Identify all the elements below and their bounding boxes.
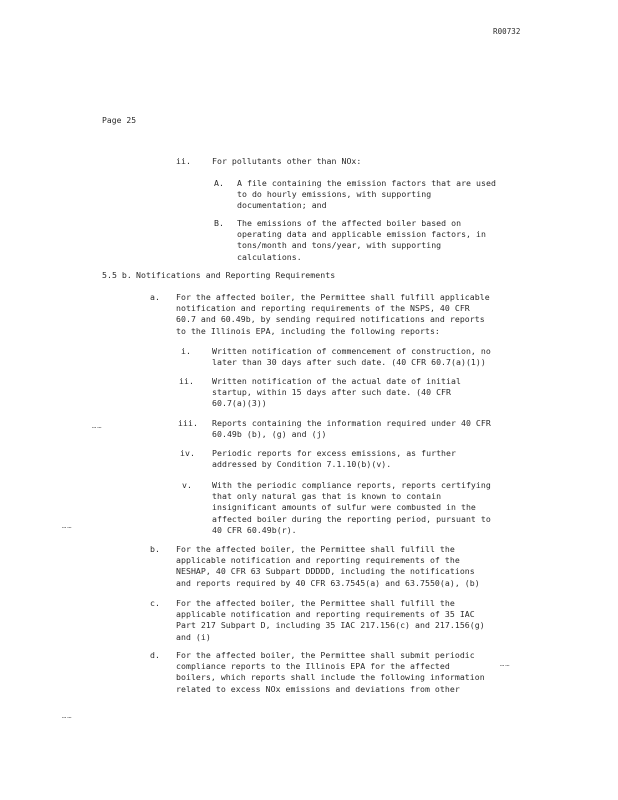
item-text-s52 <box>136 270 335 281</box>
item-text-b <box>176 544 480 589</box>
text-line: For the affected boiler, the Permittee shall submit periodic <box>176 650 475 660</box>
item-number-d: d. <box>150 650 160 660</box>
text-line: compliance reports to the Illinois EPA for the affected <box>176 661 450 672</box>
margin-mark: …… <box>92 422 103 430</box>
item-number-iiB: B. <box>214 218 224 228</box>
text-line: Written notification of the actual date of initial <box>212 376 461 386</box>
text-line: 60.7(a)(3)) <box>212 398 267 409</box>
item-number-aii: ii. <box>179 376 194 386</box>
item-number-iiA: A. <box>214 178 224 188</box>
text-line: For the affected boiler, the Permittee shall fulfill applicable <box>176 292 490 302</box>
text-line: to the Illinois EPA, including the following reports: <box>176 325 440 336</box>
text-line: applicable notification and reporting requirements of the <box>176 555 460 566</box>
item-text-d <box>176 650 485 695</box>
text-line: boilers, which reports shall include the following information <box>176 672 485 683</box>
text-line: later than 30 days after such date. (40 CFR 60.7(a)(1)) <box>212 357 486 368</box>
text-line: applicable notification and reporting requirements of 35 IAC <box>176 609 475 620</box>
margin-mark: …… <box>62 522 73 530</box>
text-line: notification and reporting requirements of the NSPS, 40 CFR <box>176 303 470 314</box>
text-line: addressed by Condition 7.1.10(b)(v). <box>212 459 392 470</box>
item-text-a <box>176 292 490 337</box>
item-number-a: a. <box>150 292 160 302</box>
document-id: R00732 <box>493 27 521 36</box>
text-line: tons/month and tons/year, with supporting <box>237 240 442 251</box>
item-text-iiA <box>237 178 496 212</box>
item-text-c <box>176 598 485 643</box>
text-line: calculations. <box>237 251 302 262</box>
text-line: affected boiler during the reporting period, pursuant to <box>212 513 491 524</box>
item-number-s52: 5.5 b. <box>102 270 132 280</box>
item-text-ai <box>212 346 491 368</box>
item-text-av <box>212 480 491 536</box>
item-number-c: c. <box>150 598 160 608</box>
item-text-aii <box>212 376 461 410</box>
item-text-aiii <box>212 418 491 440</box>
text-line: NESHAP, 40 CFR 63 Subpart DDDDD, including the notifications <box>176 566 475 577</box>
text-line: Periodic reports for excess emissions, as further <box>212 448 456 458</box>
item-number-b: b. <box>150 544 160 554</box>
text-line: that only natural gas that is known to contain <box>212 491 442 502</box>
item-text-ii <box>212 156 361 167</box>
text-line: documentation; and <box>237 200 327 211</box>
page-label: Page 25 <box>102 116 137 125</box>
text-line: The emissions of the affected boiler based on <box>237 218 462 228</box>
text-line: With the periodic compliance reports, reports certifying <box>212 480 491 490</box>
item-number-av: v. <box>182 480 192 490</box>
text-line: startup, within 15 days after such date. (40 CFR <box>212 387 452 398</box>
text-line: Reports containing the information required under 40 CFR <box>212 418 491 428</box>
text-line: 60.49b (b), (g) and (j) <box>212 429 327 440</box>
text-line: insignificant amounts of sulfur were combusted in the <box>212 502 476 513</box>
text-line: and (i) <box>176 631 211 642</box>
text-line: Written notification of commencement of construction, no <box>212 346 491 356</box>
text-line: A file containing the emission factors that are used <box>237 178 496 188</box>
item-text-iiB <box>237 218 486 263</box>
text-line: For the affected boiler, the Permittee shall fulfill the <box>176 598 455 608</box>
margin-mark: …… <box>62 712 73 720</box>
text-line: For the affected boiler, the Permittee shall fulfill the <box>176 544 455 554</box>
margin-mark: …… <box>500 660 511 668</box>
text-line: operating data and applicable emission factors, in <box>237 229 486 240</box>
text-line: and reports required by 40 CFR 63.7545(a) and 63.7550(a), (b) <box>176 577 480 588</box>
text-line: 40 CFR 60.49b(r). <box>212 524 297 535</box>
text-line: to do hourly emissions, with supporting <box>237 189 432 200</box>
item-text-aiv <box>212 448 456 470</box>
item-number-ai: i. <box>181 346 191 356</box>
item-number-ii: ii. <box>176 156 191 166</box>
item-number-aiii: iii. <box>178 418 198 428</box>
text-line: Part 217 Subpart D, including 35 IAC 217.156(c) and 217.156(g) <box>176 620 485 631</box>
text-line: related to excess NOx emissions and deviations from other <box>176 683 460 694</box>
text-line: 60.7 and 60.49b, by sending required notifications and reports <box>176 314 485 325</box>
text-line: Notifications and Reporting Requirements <box>136 270 336 280</box>
text-line: For pollutants other than NOx: <box>212 156 362 166</box>
item-number-aiv: iv. <box>180 448 195 458</box>
